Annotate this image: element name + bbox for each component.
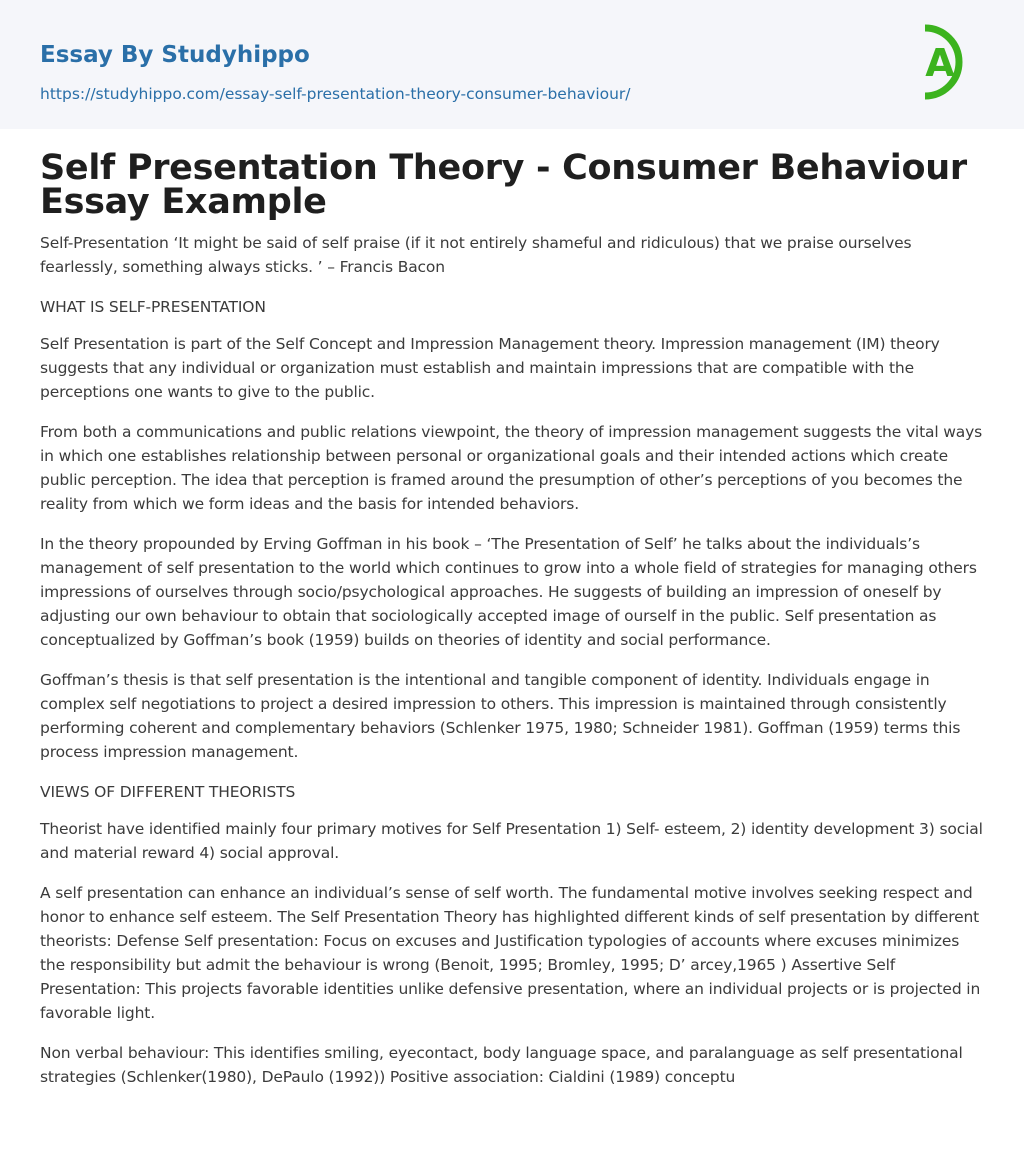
page-title: Self Presentation Theory - Consumer Behaviour Essay Example <box>40 148 967 222</box>
site-header <box>0 0 1024 129</box>
paragraph: A self presentation can enhance an individual’s sense of self worth. The fundamental motive involves seeking respect and honor to enhance self esteem. The Self Presentation Theory has highlighted different kinds of self presentation by different theorists: Defense Self presentation: Focus on excuses and Justification typologies of accounts where excuses minimizes the responsibility but admit the behaviour is wrong (Benoit, 1995; Bromley, 1995; D’ arcey,1965 ) Assertive Self Presentation: This projects favorable identities unlike defensive presentation, where an individual projects or is projected in favorable light. <box>40 884 981 1022</box>
paragraph-truncated: Non verbal behaviour: This identifies smiling, eyecontact, body language space, and paralanguage as self presentational strategies (Schlenker(1980), DePaulo (1992)) Positive association: Cialdini (1989) conceptu <box>40 1044 963 1086</box>
paragraph: Self Presentation is part of the Self Concept and Impression Management theory. Impression management (IM) theory suggests that any individual or organization must establish and maintain impressions that are compatible with the perceptions one wants to give to the public. <box>40 335 940 401</box>
section-heading-theorists: VIEWS OF DIFFERENT THEORISTS <box>40 783 296 801</box>
article-content <box>0 129 1024 1089</box>
paragraph-intro-quote: Self-Presentation ‘It might be said of self praise (if it not entirely shameful and ridiculous) that we praise ourselves fearlessly, something always sticks. ’ – Francis Bacon <box>40 234 912 276</box>
studyhippo-logo-icon[interactable] <box>913 19 987 105</box>
logo-letter: A <box>925 41 955 85</box>
paragraph: From both a communications and public relations viewpoint, the theory of impression management suggests the vital ways in which one establishes relationship between personal or organizational goals and their intended actions which create public perception. The idea that perception is framed around the presumption of other’s perceptions of you becomes the reality from which we form ideas and the basis for intended behaviors. <box>40 423 983 513</box>
paragraph: Theorist have identified mainly four primary motives for Self Presentation 1) Self- esteem, 2) identity development 3) social and material reward 4) social approval. <box>40 820 983 862</box>
section-heading-what-is: WHAT IS SELF-PRESENTATION <box>40 298 266 316</box>
paragraph: In the theory propounded by Erving Goffman in his book – ‘The Presentation of Self’ he talks about the individuals’s management of self presentation to the world which continues to grow into a whole field of strategies for managing others impressions of ourselves through socio/psychological approaches. He suggests of building an impression of oneself by adjusting our own behaviour to obtain that sociologically accepted image of ourself in the public. Self presentation as conceptualized by Goffman’s book (1959) builds on theories of identity and social performance. <box>40 535 977 649</box>
essay-url-link[interactable]: https://studyhippo.com/essay-self-presentation-theory-consumer-behaviour/ <box>40 85 631 103</box>
paragraph: Goffman’s thesis is that self presentation is the intentional and tangible component of identity. Individuals engage in complex self negotiations to project a desired impression to others. This impression is maintained through consistently performing coherent and complementary behaviors (Schlenker 1975, 1980; Schneider 1981). Goffman (1959) terms this process impression management. <box>40 671 961 761</box>
brand-title[interactable]: Essay By Studyhippo <box>40 42 310 68</box>
